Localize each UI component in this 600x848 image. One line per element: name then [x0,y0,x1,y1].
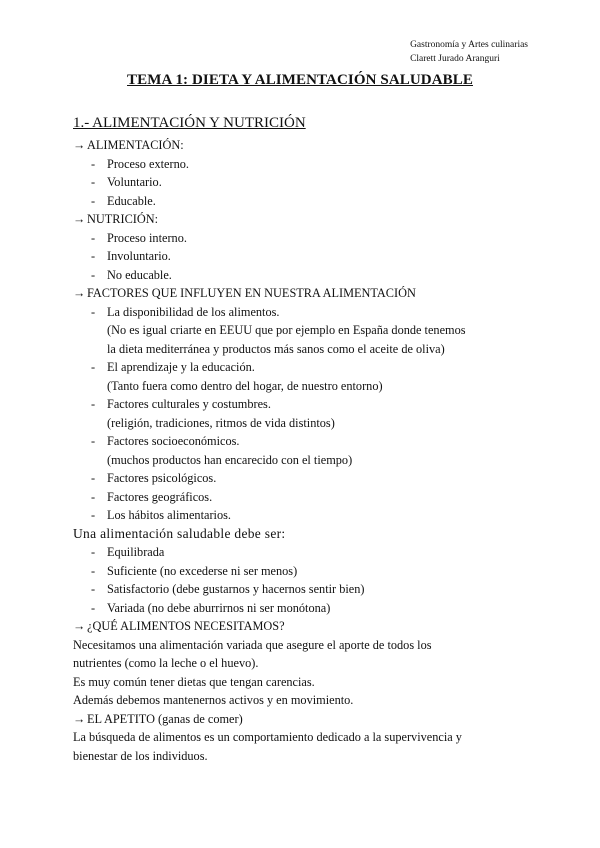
list-item: - Equilibrada [91,545,165,559]
arrow-icon: → [73,711,86,726]
nutricion-heading: → NUTRICIÓN: [73,210,543,229]
paragraph-line: bienestar de los individuos. [73,748,208,763]
list-item: - Factores geográficos. [91,489,213,504]
arrow-icon: → [73,212,86,226]
note-line: (No es igual criarte en EEUU que por ejemplo en España donde tenemos [107,323,466,337]
list-item: - Suficiente (no excederse ni ser menos) [91,563,298,578]
alimentacion-heading: → ALIMENTACIÓN: [73,136,543,155]
paragraph-line: Además debemos mantenernos activos y en movimiento. [73,693,354,707]
list-item: - Involuntario. [91,249,171,263]
paragraph-line: nutrientes (como la leche o el huevo). [73,656,259,670]
list-item: - Proceso externo. [91,156,189,171]
list-item: - Satisfactorio (debe gustarnos y hacernos sentir bien) [91,582,365,596]
necesitamos-heading: → ¿QUÉ ALIMENTOS NECESITAMOS? [73,617,543,636]
arrow-icon: → [73,286,86,300]
apetito-heading: → EL APETITO (ganas de comer) [73,710,543,729]
list-item: - Voluntario. [91,175,162,189]
paragraph-line: La búsqueda de alimentos es un comportamiento dedicado a la supervivencia y [73,730,462,744]
list-item: - No educable. [91,267,172,282]
note-line: la dieta mediterránea y productos más sanos como el aceite de oliva) [107,341,445,356]
header-subject: Gastronomía y Artes culinarias [410,40,528,50]
saludable-heading: Una alimentación saludable debe ser: [73,525,286,541]
list-item: - Factores socioeconómicos. [91,434,240,448]
list-item: - Educable. [91,193,156,208]
factores-heading: → FACTORES QUE INFLUYEN EN NUESTRA ALIMENTACIÓN [73,284,543,303]
list-item: - Variada (no debe aburrirnos ni ser monótona) [91,600,331,615]
list-item: - El aprendizaje y la educación. [91,360,255,374]
note-line: (Tanto fuera como dentro del hogar, de nuestro entorno) [107,378,383,393]
arrow-icon: → [73,619,86,633]
page-title: TEMA 1: DIETA Y ALIMENTACIÓN SALUDABLE [127,72,473,88]
arrow-icon: → [73,138,86,152]
paragraph-line: Es muy común tener dietas que tengan carencias. [73,674,315,689]
list-item: - Factores culturales y costumbres. [91,397,271,411]
paragraph-line: Necesitamos una alimentación variada que asegure el aporte de todos los [73,637,432,652]
header-author: Clarett Jurado Aranguri [410,54,500,64]
list-item: - Factores psicológicos. [91,471,217,485]
list-item: - Proceso interno. [91,230,187,245]
list-item: - Los hábitos alimentarios. [91,508,231,522]
section-heading: 1.- ALIMENTACIÓN Y NUTRICIÓN [73,115,306,131]
note-line: (muchos productos han encarecido con el tiempo) [107,452,353,467]
document-header [410,38,528,66]
note-line: (religión, tradiciones, ritmos de vida distintos) [107,415,335,430]
list-item: - La disponibilidad de los alimentos. [91,304,280,319]
document-body [73,136,543,765]
